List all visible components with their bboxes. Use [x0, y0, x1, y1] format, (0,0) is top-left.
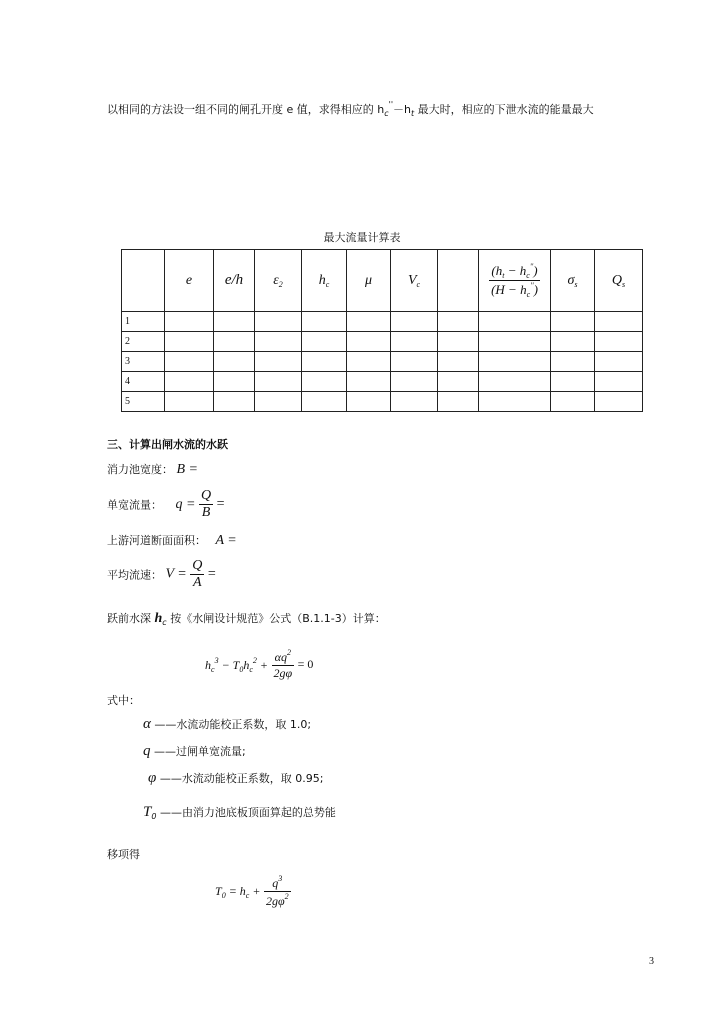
- intro-hc-sup: '': [388, 100, 394, 109]
- pool-width-label: 消力池宽度：: [107, 463, 173, 476]
- header-blank: [122, 250, 165, 312]
- table-row: [122, 372, 643, 392]
- intro-text-a: 以相同的方法设一组不同的闸孔开度 e 值，求得相应的 h: [107, 103, 385, 116]
- intro-hc-sub: c: [384, 109, 389, 118]
- t0-line: $T_0$ ——由消力池底板顶面算起的总势能: [143, 804, 336, 821]
- table-row: [122, 312, 643, 332]
- header-sigma: $\sigma_s$: [551, 250, 595, 312]
- intro-minus: －: [393, 103, 405, 116]
- jump-sub: c: [162, 618, 167, 627]
- unit-flow-label: 单宽流量：: [107, 498, 162, 512]
- header-e: e: [165, 250, 214, 312]
- unit-flow-eq: =: [216, 496, 225, 512]
- header-e-over-h: e/h: [214, 250, 255, 312]
- velocity-label: 平均流速：: [107, 568, 162, 582]
- pool-width-eq: B =: [176, 462, 198, 477]
- header-epsilon: $\varepsilon_2$: [255, 250, 302, 312]
- formula-t0: $T_0 = h_c$ + $\frac{q^3}{2g\varphi^2}$: [215, 874, 289, 908]
- row-number: 1: [122, 312, 165, 332]
- jump-h: h: [154, 611, 163, 626]
- section-heading: 三、计算出闸水流的水跃: [107, 438, 228, 451]
- area-label: 上游河道断面面积：: [107, 534, 206, 547]
- page-number: 3: [649, 956, 654, 967]
- table-caption: 最大流量计算表: [323, 231, 401, 244]
- intro-ht: h: [404, 103, 412, 116]
- header-qs: $Q_s$: [595, 250, 643, 312]
- max-flow-table: [121, 249, 643, 412]
- header-hc: $h_c$: [302, 250, 347, 312]
- row-number: 4: [122, 372, 165, 392]
- phi-line: φ ——水流动能校正系数，取 0.95;: [148, 770, 324, 786]
- jump-depth-line: [107, 610, 386, 627]
- velocity-fraction: $\frac{Q}{A}$: [192, 558, 203, 590]
- header-vc: $V_c$: [391, 250, 438, 312]
- header-empty: [438, 250, 479, 312]
- row-number: 5: [122, 392, 165, 412]
- where-label: 式中：: [107, 694, 140, 707]
- row-number: 2: [122, 332, 165, 352]
- header-ratio: $\frac{(h_t - h_c'')}{(H - h_c'')}$: [479, 250, 551, 312]
- area-eq: A =: [215, 533, 237, 548]
- table-row: [122, 352, 643, 372]
- q-line: q ——过闸单宽流量;: [143, 743, 246, 759]
- area-line: [107, 532, 237, 549]
- table-header-row: [122, 250, 643, 312]
- table-row: [122, 392, 643, 412]
- jump-text-a: 跃前水深: [107, 612, 155, 625]
- header-mu: μ: [347, 250, 391, 312]
- intro-text-b: 最大时，相应的下泄水流的能量最大: [414, 103, 594, 116]
- unit-flow-lhs: q =: [175, 496, 196, 512]
- pool-width-line: [107, 461, 198, 478]
- table-row: [122, 332, 643, 352]
- jump-text-b: 按《水闸设计规范》公式（B.1.1-3）计算：: [166, 612, 386, 625]
- intro-paragraph: [107, 90, 667, 129]
- intro-ht-sub: t: [411, 109, 415, 118]
- formula-cubic: $h_c^3 - T_0h_c^2$ + $\frac{\alpha q^2}{2g\varphi}$ = 0: [205, 648, 314, 680]
- unit-flow-line: [107, 488, 224, 521]
- velocity-lhs: V =: [165, 566, 187, 582]
- row-number: 3: [122, 352, 165, 372]
- velocity-line: [107, 558, 216, 591]
- transpose-label: 移项得: [107, 848, 140, 861]
- alpha-line: α ——水流动能校正系数，取 1.0;: [143, 716, 312, 732]
- unit-flow-fraction: $\frac{Q}{B}$: [200, 488, 212, 520]
- velocity-eq: =: [207, 566, 216, 582]
